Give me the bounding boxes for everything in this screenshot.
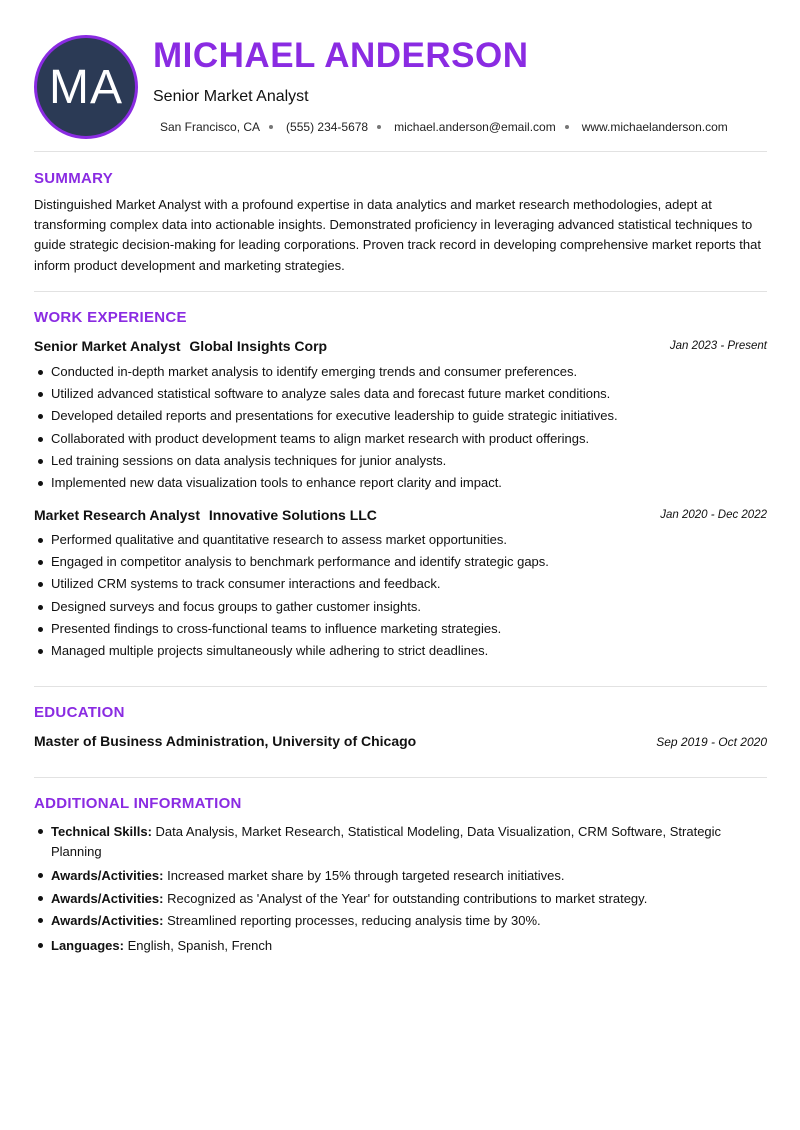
list-item: Presented findings to cross-functional teams to influence marketing strategies. bbox=[34, 618, 767, 640]
item-label: Awards/Activities: bbox=[51, 913, 164, 928]
job-bullets bbox=[34, 361, 767, 494]
list-item: Designed surveys and focus groups to gather customer insights. bbox=[34, 596, 767, 618]
job-title-line bbox=[34, 338, 327, 354]
education-entry bbox=[34, 733, 767, 751]
avatar bbox=[34, 35, 138, 139]
list-item: Conducted in-depth market analysis to identify emerging trends and consumer preferences. bbox=[34, 361, 767, 383]
summary-text: Distinguished Market Analyst with a profound expertise in data analytics and market research methodologies, adept at transforming complex data into actionable insights. Demonstrated proficiency in leveraging advanced statistical techniques to guide strategic decision-making for leading corporations. Proven track record in developing comprehensive market reports that inform product development and marketing strategies. bbox=[34, 197, 761, 273]
section-title-experience: WORK EXPERIENCE bbox=[34, 309, 187, 326]
list-item bbox=[34, 866, 767, 886]
item-label: Awards/Activities: bbox=[51, 890, 164, 906]
job-header bbox=[34, 507, 767, 525]
section-title-additional: ADDITIONAL INFORMATION bbox=[34, 795, 242, 812]
item-text: Recognized as 'Analyst of the Year' for outstanding contributions to market strategy. bbox=[167, 890, 648, 906]
job-company: Innovative Solutions LLC bbox=[208, 507, 377, 523]
list-item: Utilized advanced statistical software to analyze sales data and forecast future market conditions. bbox=[34, 383, 767, 405]
list-item: Developed detailed reports and presentations for executive leadership to guide strategic initiatives. bbox=[34, 405, 767, 427]
divider bbox=[34, 777, 767, 778]
job-dates: Jan 2023 - Present bbox=[669, 340, 767, 352]
job-bullets bbox=[34, 529, 767, 662]
divider bbox=[34, 291, 767, 292]
section-title-education: EDUCATION bbox=[34, 704, 125, 721]
list-item: Collaborated with product development teams to align market research with product offerings. bbox=[34, 428, 767, 450]
job-title-line bbox=[34, 507, 377, 523]
contact-email[interactable]: michael.anderson@email.com bbox=[394, 120, 556, 134]
contact-location: San Francisco, CA bbox=[160, 120, 261, 134]
list-item: Utilized CRM systems to track consumer interactions and feedback. bbox=[34, 573, 767, 595]
job-dates: Jan 2020 - Dec 2022 bbox=[660, 509, 767, 521]
item-label: Technical Skills: bbox=[51, 824, 152, 839]
job-company: Global Insights Corp bbox=[189, 338, 328, 354]
job-title: Market Research Analyst bbox=[34, 507, 201, 523]
list-item: Performed qualitative and quantitative research to assess market opportunities. bbox=[34, 529, 767, 551]
list-item: Implemented new data visualization tools to enhance report clarity and impact. bbox=[34, 472, 767, 494]
list-item: Led training sessions on data analysis techniques for junior analysts. bbox=[34, 450, 767, 472]
item-text: Increased market share by 15% through targeted research initiatives. bbox=[167, 868, 565, 883]
item-label: Languages: bbox=[51, 937, 124, 953]
separator-dot-icon bbox=[269, 125, 273, 129]
list-item: Managed multiple projects simultaneously while adhering to strict deadlines. bbox=[34, 640, 767, 662]
separator-dot-icon bbox=[565, 125, 569, 129]
contact-website[interactable]: www.michaelanderson.com bbox=[581, 120, 728, 134]
contact-phone: (555) 234-5678 bbox=[286, 120, 369, 134]
avatar-initials: MA bbox=[49, 60, 123, 114]
list-item bbox=[34, 911, 767, 931]
list-item bbox=[34, 889, 767, 909]
section-title-summary: SUMMARY bbox=[34, 170, 114, 187]
item-text: English, Spanish, French bbox=[127, 937, 273, 953]
education-dates: Sep 2019 - Oct 2020 bbox=[656, 735, 767, 749]
job-title: Senior Market Analyst bbox=[34, 338, 181, 354]
additional-list bbox=[34, 822, 767, 958]
divider bbox=[34, 151, 767, 152]
education-degree: Master of Business Administration, University of Chicago bbox=[34, 733, 417, 749]
contact-line bbox=[160, 120, 728, 134]
divider bbox=[34, 686, 767, 687]
list-item: Engaged in competitor analysis to benchmark performance and identify strategic gaps. bbox=[34, 551, 767, 573]
candidate-name: MICHAEL ANDERSON bbox=[153, 36, 529, 75]
job-header bbox=[34, 338, 767, 356]
list-item bbox=[34, 822, 767, 861]
list-item bbox=[34, 936, 767, 956]
candidate-role: Senior Market Analyst bbox=[153, 88, 309, 105]
item-label: Awards/Activities: bbox=[51, 868, 164, 883]
item-text: Streamlined reporting processes, reducing analysis time by 30%. bbox=[167, 913, 541, 928]
separator-dot-icon bbox=[377, 125, 381, 129]
item-text: Data Analysis, Market Research, Statistical Modeling, Data Visualization, CRM Software, Strategic Planning bbox=[51, 824, 722, 859]
